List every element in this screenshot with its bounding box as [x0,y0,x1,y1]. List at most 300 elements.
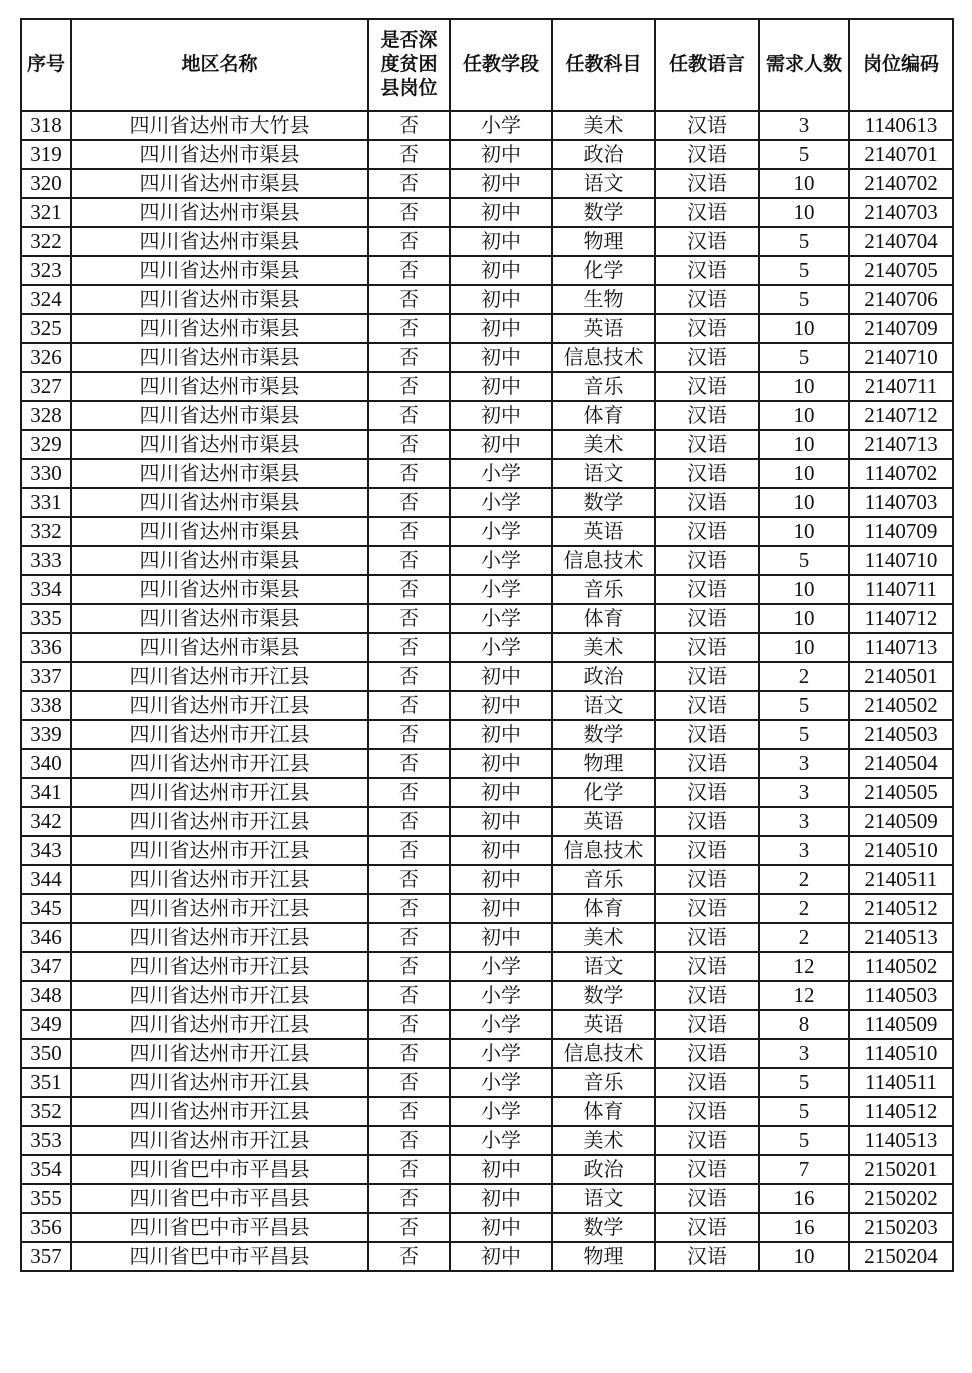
table-row [21,1097,953,1126]
table-row [21,1242,953,1271]
cell-level: 初中 [450,372,552,401]
cell-language: 汉语 [655,865,759,894]
cell-language: 汉语 [655,662,759,691]
cell-code: 1140509 [849,1010,953,1039]
cell-code: 2140511 [849,865,953,894]
cell-demand: 10 [759,372,849,401]
cell-subject: 美术 [552,111,655,140]
cell-seq: 356 [21,1213,71,1242]
cell-demand: 3 [759,749,849,778]
cell-code: 2150201 [849,1155,953,1184]
cell-code: 2140704 [849,227,953,256]
cell-subject: 英语 [552,807,655,836]
cell-language: 汉语 [655,372,759,401]
cell-poverty: 否 [368,1126,450,1155]
cell-subject: 数学 [552,720,655,749]
cell-demand: 5 [759,1126,849,1155]
cell-poverty: 否 [368,836,450,865]
cell-poverty: 否 [368,430,450,459]
cell-level: 小学 [450,111,552,140]
cell-language: 汉语 [655,169,759,198]
cell-seq: 350 [21,1039,71,1068]
cell-demand: 5 [759,546,849,575]
cell-subject: 物理 [552,749,655,778]
cell-code: 1140702 [849,459,953,488]
cell-poverty: 否 [368,952,450,981]
cell-demand: 5 [759,691,849,720]
cell-code: 1140709 [849,517,953,546]
cell-level: 初中 [450,894,552,923]
cell-region: 四川省达州市渠县 [71,546,368,575]
cell-language: 汉语 [655,836,759,865]
cell-seq: 332 [21,517,71,546]
cell-region: 四川省达州市开江县 [71,952,368,981]
cell-region: 四川省巴中市平昌县 [71,1184,368,1213]
cell-level: 小学 [450,633,552,662]
cell-demand: 10 [759,169,849,198]
cell-code: 2150204 [849,1242,953,1271]
cell-seq: 355 [21,1184,71,1213]
cell-code: 2140502 [849,691,953,720]
cell-region: 四川省达州市渠县 [71,314,368,343]
cell-language: 汉语 [655,111,759,140]
cell-level: 初中 [450,778,552,807]
cell-subject: 生物 [552,285,655,314]
cell-poverty: 否 [368,691,450,720]
cell-demand: 16 [759,1213,849,1242]
cell-language: 汉语 [655,1068,759,1097]
cell-code: 1140513 [849,1126,953,1155]
cell-code: 1140512 [849,1097,953,1126]
cell-poverty: 否 [368,1242,450,1271]
cell-region: 四川省达州市开江县 [71,807,368,836]
cell-level: 初中 [450,1213,552,1242]
table-row [21,256,953,285]
cell-region: 四川省达州市渠县 [71,285,368,314]
cell-region: 四川省达州市渠县 [71,401,368,430]
cell-code: 2140701 [849,140,953,169]
cell-language: 汉语 [655,807,759,836]
cell-poverty: 否 [368,1039,450,1068]
cell-language: 汉语 [655,1097,759,1126]
cell-poverty: 否 [368,1213,450,1242]
cell-subject: 美术 [552,923,655,952]
cell-seq: 351 [21,1068,71,1097]
cell-language: 汉语 [655,1155,759,1184]
cell-code: 2150203 [849,1213,953,1242]
cell-subject: 美术 [552,430,655,459]
cell-poverty: 否 [368,227,450,256]
cell-language: 汉语 [655,1039,759,1068]
cell-demand: 16 [759,1184,849,1213]
cell-demand: 2 [759,894,849,923]
cell-language: 汉语 [655,1242,759,1271]
cell-demand: 10 [759,604,849,633]
cell-region: 四川省达州市开江县 [71,662,368,691]
cell-region: 四川省达州市渠县 [71,488,368,517]
cell-demand: 10 [759,633,849,662]
cell-language: 汉语 [655,604,759,633]
cell-level: 初中 [450,343,552,372]
cell-code: 2140510 [849,836,953,865]
cell-language: 汉语 [655,430,759,459]
cell-poverty: 否 [368,807,450,836]
cell-demand: 3 [759,1039,849,1068]
cell-poverty: 否 [368,198,450,227]
cell-level: 初中 [450,314,552,343]
cell-code: 1140510 [849,1039,953,1068]
cell-level: 初中 [450,430,552,459]
cell-seq: 357 [21,1242,71,1271]
cell-demand: 10 [759,198,849,227]
cell-subject: 语文 [552,459,655,488]
cell-demand: 12 [759,952,849,981]
cell-seq: 333 [21,546,71,575]
cell-poverty: 否 [368,111,450,140]
cell-demand: 5 [759,256,849,285]
cell-level: 小学 [450,952,552,981]
cell-region: 四川省达州市开江县 [71,749,368,778]
cell-code: 1140503 [849,981,953,1010]
table-row [21,343,953,372]
cell-demand: 5 [759,1068,849,1097]
cell-subject: 英语 [552,314,655,343]
cell-subject: 语文 [552,1184,655,1213]
cell-code: 1140710 [849,546,953,575]
cell-region: 四川省达州市渠县 [71,575,368,604]
cell-level: 初中 [450,662,552,691]
cell-demand: 2 [759,662,849,691]
cell-subject: 体育 [552,604,655,633]
cell-code: 1140613 [849,111,953,140]
table-body [21,111,953,1271]
cell-demand: 2 [759,923,849,952]
cell-language: 汉语 [655,314,759,343]
cell-demand: 10 [759,314,849,343]
cell-poverty: 否 [368,604,450,633]
table-row [21,952,953,981]
cell-region: 四川省达州市开江县 [71,1010,368,1039]
cell-region: 四川省达州市渠县 [71,140,368,169]
cell-level: 初中 [450,1242,552,1271]
table-row [21,401,953,430]
cell-code: 1140703 [849,488,953,517]
cell-seq: 354 [21,1155,71,1184]
cell-level: 小学 [450,981,552,1010]
cell-poverty: 否 [368,894,450,923]
cell-subject: 数学 [552,981,655,1010]
cell-subject: 信息技术 [552,546,655,575]
table-row [21,1010,953,1039]
cell-region: 四川省达州市渠县 [71,256,368,285]
cell-region: 四川省达州市渠县 [71,198,368,227]
table-row [21,720,953,749]
cell-poverty: 否 [368,865,450,894]
cell-poverty: 否 [368,633,450,662]
cell-level: 初中 [450,923,552,952]
cell-poverty: 否 [368,923,450,952]
cell-language: 汉语 [655,198,759,227]
cell-code: 2140709 [849,314,953,343]
cell-language: 汉语 [655,1184,759,1213]
cell-region: 四川省巴中市平昌县 [71,1213,368,1242]
table-row [21,459,953,488]
table-row [21,778,953,807]
table-row [21,285,953,314]
cell-seq: 347 [21,952,71,981]
cell-level: 小学 [450,517,552,546]
cell-seq: 319 [21,140,71,169]
cell-level: 初中 [450,1184,552,1213]
cell-seq: 335 [21,604,71,633]
table-row [21,604,953,633]
cell-poverty: 否 [368,662,450,691]
cell-code: 1140713 [849,633,953,662]
cell-seq: 337 [21,662,71,691]
cell-region: 四川省达州市开江县 [71,691,368,720]
cell-poverty: 否 [368,720,450,749]
cell-seq: 342 [21,807,71,836]
cell-demand: 2 [759,865,849,894]
recruitment-table [20,18,954,1272]
cell-code: 2140513 [849,923,953,952]
table-row [21,111,953,140]
cell-level: 初中 [450,749,552,778]
cell-demand: 3 [759,836,849,865]
cell-code: 2150202 [849,1184,953,1213]
cell-code: 1140712 [849,604,953,633]
cell-demand: 10 [759,517,849,546]
cell-poverty: 否 [368,169,450,198]
cell-code: 1140502 [849,952,953,981]
table-row [21,488,953,517]
cell-level: 小学 [450,1068,552,1097]
header-row [21,19,953,111]
cell-seq: 323 [21,256,71,285]
cell-subject: 政治 [552,1155,655,1184]
cell-region: 四川省达州市开江县 [71,894,368,923]
cell-demand: 5 [759,343,849,372]
cell-level: 初中 [450,720,552,749]
cell-level: 小学 [450,488,552,517]
cell-language: 汉语 [655,140,759,169]
cell-subject: 美术 [552,1126,655,1155]
table-row [21,546,953,575]
cell-subject: 音乐 [552,575,655,604]
cell-code: 2140512 [849,894,953,923]
cell-demand: 10 [759,488,849,517]
cell-language: 汉语 [655,285,759,314]
cell-language: 汉语 [655,401,759,430]
cell-code: 2140711 [849,372,953,401]
cell-poverty: 否 [368,1097,450,1126]
cell-demand: 10 [759,401,849,430]
cell-language: 汉语 [655,1213,759,1242]
header-level: 任教学段 [450,19,552,111]
cell-level: 初中 [450,1155,552,1184]
cell-region: 四川省达州市渠县 [71,169,368,198]
table-row [21,517,953,546]
cell-seq: 327 [21,372,71,401]
cell-seq: 324 [21,285,71,314]
header-seq: 序号 [21,19,71,111]
cell-code: 2140702 [849,169,953,198]
cell-code: 2140501 [849,662,953,691]
cell-region: 四川省达州市渠县 [71,372,368,401]
cell-subject: 音乐 [552,1068,655,1097]
table-row [21,836,953,865]
table-row [21,430,953,459]
cell-subject: 数学 [552,198,655,227]
cell-seq: 341 [21,778,71,807]
cell-language: 汉语 [655,1126,759,1155]
cell-language: 汉语 [655,778,759,807]
cell-code: 2140503 [849,720,953,749]
table-row [21,749,953,778]
cell-poverty: 否 [368,256,450,285]
cell-region: 四川省达州市开江县 [71,1097,368,1126]
cell-subject: 体育 [552,1097,655,1126]
table-row [21,1155,953,1184]
cell-subject: 体育 [552,401,655,430]
cell-subject: 化学 [552,778,655,807]
cell-poverty: 否 [368,372,450,401]
cell-seq: 334 [21,575,71,604]
cell-demand: 5 [759,140,849,169]
cell-seq: 349 [21,1010,71,1039]
cell-subject: 数学 [552,488,655,517]
cell-level: 初中 [450,169,552,198]
cell-region: 四川省达州市渠县 [71,227,368,256]
table-row [21,633,953,662]
cell-region: 四川省达州市大竹县 [71,111,368,140]
cell-level: 初中 [450,836,552,865]
cell-level: 小学 [450,459,552,488]
cell-region: 四川省达州市开江县 [71,981,368,1010]
cell-seq: 325 [21,314,71,343]
cell-seq: 340 [21,749,71,778]
cell-region: 四川省达州市渠县 [71,430,368,459]
cell-seq: 330 [21,459,71,488]
table-row [21,1039,953,1068]
cell-language: 汉语 [655,488,759,517]
cell-seq: 344 [21,865,71,894]
cell-code: 2140712 [849,401,953,430]
cell-code: 2140710 [849,343,953,372]
cell-language: 汉语 [655,894,759,923]
cell-level: 初中 [450,691,552,720]
cell-demand: 12 [759,981,849,1010]
table-row [21,140,953,169]
cell-code: 1140711 [849,575,953,604]
cell-level: 初中 [450,865,552,894]
cell-language: 汉语 [655,256,759,285]
header-demand: 需求人数 [759,19,849,111]
table-row [21,1213,953,1242]
cell-region: 四川省达州市开江县 [71,778,368,807]
cell-code: 2140504 [849,749,953,778]
cell-code: 2140705 [849,256,953,285]
cell-language: 汉语 [655,720,759,749]
cell-demand: 8 [759,1010,849,1039]
cell-poverty: 否 [368,401,450,430]
cell-poverty: 否 [368,1155,450,1184]
cell-poverty: 否 [368,981,450,1010]
table-row [21,807,953,836]
table-row [21,1126,953,1155]
cell-demand: 5 [759,720,849,749]
cell-seq: 329 [21,430,71,459]
cell-region: 四川省达州市开江县 [71,865,368,894]
cell-level: 小学 [450,575,552,604]
cell-poverty: 否 [368,749,450,778]
cell-demand: 10 [759,459,849,488]
cell-language: 汉语 [655,227,759,256]
cell-poverty: 否 [368,1010,450,1039]
cell-demand: 3 [759,807,849,836]
cell-level: 小学 [450,1010,552,1039]
cell-poverty: 否 [368,575,450,604]
header-region: 地区名称 [71,19,368,111]
cell-poverty: 否 [368,343,450,372]
cell-language: 汉语 [655,952,759,981]
table-row [21,372,953,401]
cell-demand: 3 [759,778,849,807]
cell-region: 四川省巴中市平昌县 [71,1242,368,1271]
cell-poverty: 否 [368,1068,450,1097]
cell-level: 小学 [450,1126,552,1155]
cell-language: 汉语 [655,343,759,372]
cell-region: 四川省达州市渠县 [71,343,368,372]
table-row [21,198,953,227]
cell-level: 初中 [450,256,552,285]
cell-code: 2140703 [849,198,953,227]
cell-language: 汉语 [655,546,759,575]
cell-language: 汉语 [655,1010,759,1039]
cell-subject: 音乐 [552,865,655,894]
table-row [21,1184,953,1213]
cell-subject: 音乐 [552,372,655,401]
cell-region: 四川省巴中市平昌县 [71,1155,368,1184]
cell-level: 初中 [450,285,552,314]
cell-demand: 10 [759,575,849,604]
cell-language: 汉语 [655,749,759,778]
cell-language: 汉语 [655,633,759,662]
cell-code: 2140505 [849,778,953,807]
table-row [21,923,953,952]
cell-demand: 10 [759,430,849,459]
table-row [21,691,953,720]
cell-demand: 7 [759,1155,849,1184]
table-row [21,575,953,604]
cell-subject: 语文 [552,169,655,198]
cell-demand: 3 [759,111,849,140]
cell-region: 四川省达州市开江县 [71,1039,368,1068]
table-row [21,227,953,256]
cell-subject: 信息技术 [552,1039,655,1068]
cell-poverty: 否 [368,1184,450,1213]
cell-level: 小学 [450,1039,552,1068]
cell-seq: 326 [21,343,71,372]
cell-poverty: 否 [368,517,450,546]
cell-poverty: 否 [368,285,450,314]
cell-seq: 343 [21,836,71,865]
cell-code: 2140509 [849,807,953,836]
cell-code: 2140713 [849,430,953,459]
header-language: 任教语言 [655,19,759,111]
cell-level: 初中 [450,227,552,256]
table-row [21,662,953,691]
